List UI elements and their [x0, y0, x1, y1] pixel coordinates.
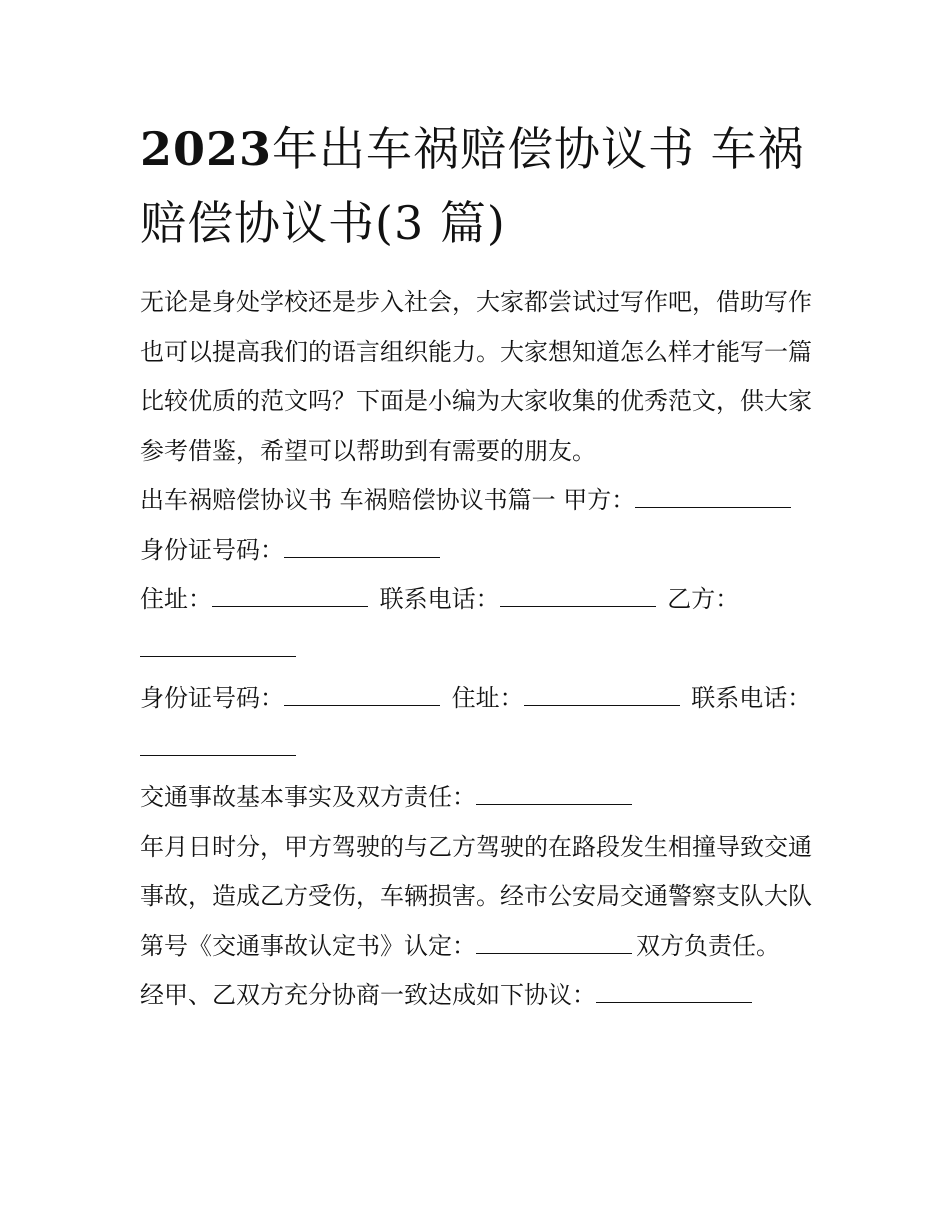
intro-paragraph: 无论是身处学校还是步入社会，大家都尝试过写作吧，借助写作也可以提高我们的语言组织能力。大家想知道怎么样才能写一篇比较优质的范文吗？下面是小编为大家收集的优秀范文，供大家参考借鉴，希望可以帮助到有需要的朋友。 [140, 288, 812, 465]
responsibility-suffix: 双方负责任。 [636, 931, 780, 960]
agreement-blank [596, 1001, 752, 1003]
phone-label-b: 联系电话： [691, 684, 812, 712]
determination-blank [476, 952, 632, 954]
party-a-paragraph [140, 476, 815, 526]
party-b-address-blank [524, 704, 680, 706]
address-label-b: 住址： [451, 684, 524, 712]
party-a-phone-blank [500, 605, 656, 607]
title-year: 2023 [140, 122, 273, 176]
party-a-blank [635, 506, 791, 508]
facts-label: 交通事故基本事实及双方责任： [140, 783, 476, 811]
party-a-id-blank [284, 556, 440, 558]
party-a-address-blank [212, 605, 368, 607]
party-a-label: 甲方： [563, 486, 636, 514]
accident-paragraph [140, 823, 815, 972]
title-text: 年出车祸赔偿协议书 车祸赔偿协议书(3 篇) [140, 122, 805, 250]
party-a-contact-paragraph [140, 575, 815, 674]
party-b-blank [140, 655, 296, 657]
party-b-phone-blank [140, 754, 296, 756]
phone-label: 联系电话： [379, 585, 500, 613]
facts-line [140, 773, 815, 823]
address-label: 住址： [140, 585, 212, 613]
agreement-label: 经甲、乙双方充分协商一致达成如下协议： [140, 981, 596, 1009]
party-b-label: 乙方： [667, 585, 740, 613]
section-heading: 出车祸赔偿协议书 车祸赔偿协议书篇一 [140, 486, 556, 514]
facts-blank [476, 803, 632, 805]
accident-text: 年月日时分，甲方驾驶的与乙方驾驶的在路段发生相撞导致交通事故，造成乙方受伤，车辆损害。经市公安局交通警察支队大队第号《交通事故认定书》认定： [140, 832, 812, 960]
party-b-contact-paragraph [140, 674, 815, 773]
agreement-line [140, 971, 815, 1021]
id-label: 身份证号码： [140, 535, 284, 564]
document-body [140, 278, 815, 1021]
party-a-id-line [140, 526, 815, 576]
id-label-b: 身份证号码： [140, 684, 284, 712]
party-b-id-blank [284, 704, 440, 706]
document-title [140, 112, 840, 260]
